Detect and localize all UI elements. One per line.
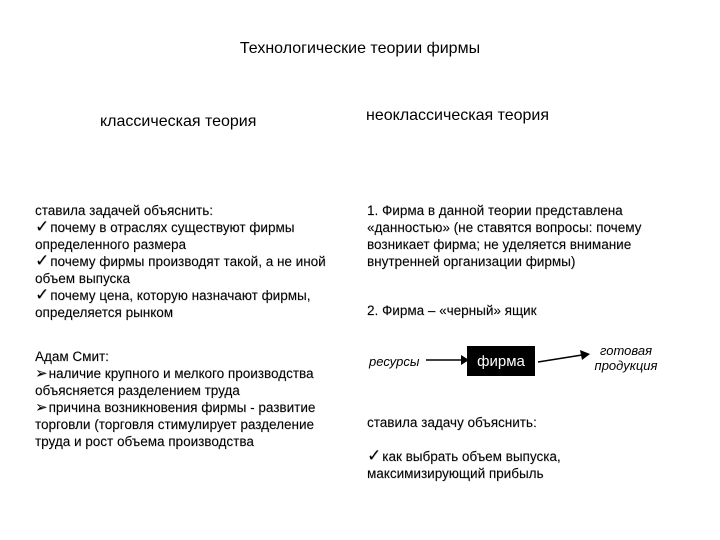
diagram-arrow-out — [536, 348, 592, 368]
check-icon: ✓ — [35, 251, 50, 271]
list-item: ✓почему в отраслях существуют фирмы определенного размера — [35, 217, 295, 252]
check-icon: ✓ — [35, 217, 50, 237]
classical-tasks-block — [35, 202, 335, 321]
list-item: ➢наличие крупного и мелкого производства объясняется разделением труда — [35, 364, 314, 398]
arrow-bullet-icon: ➢ — [35, 364, 48, 382]
list-item: ✓почему цена, которую назначают фирмы, определяется рынком — [35, 285, 311, 320]
check-icon: ✓ — [35, 285, 50, 305]
heading-neoclassical-theory: неоклассическая теория — [366, 107, 550, 124]
diagram-output-label: готовая продукция — [594, 343, 658, 373]
adam-smith-intro: Адам Смит: — [35, 349, 109, 364]
heading-classical-theory: классическая теория — [100, 113, 257, 130]
page-title: Технологические теории фирмы — [239, 40, 481, 57]
adam-smith-block — [35, 348, 335, 450]
diagram-firm-box: фирма — [467, 346, 535, 376]
arrow-bullet-icon: ➢ — [35, 398, 48, 416]
neoclassical-point-1: 1. Фирма в данной теории представлена «данностью» (не ставятся вопросы: почему возникает фирма; не уделяется внимание внутренней организации фирмы) — [367, 203, 642, 269]
classical-tasks-intro: ставила задачей объяснить: — [35, 203, 214, 218]
neoclassical-task-intro: ставила задачу объяснить: — [367, 415, 537, 430]
list-item: ➢причина возникновения фирмы - развитие торговли (торговля стимулирует разделение труда и рост объема производства — [35, 398, 316, 449]
diagram-arrow-in — [425, 350, 471, 370]
check-icon: ✓ — [367, 446, 382, 466]
diagram-input-label: ресурсы — [369, 354, 420, 369]
neoclassical-point-2: 2. Фирма – «черный» ящик — [367, 303, 537, 318]
neoclassical-task-item: ✓как выбрать объем выпуска, максимизирующий прибыль — [367, 446, 561, 481]
list-item: ✓почему фирмы производят такой, а не иной объем выпуска — [35, 251, 326, 286]
